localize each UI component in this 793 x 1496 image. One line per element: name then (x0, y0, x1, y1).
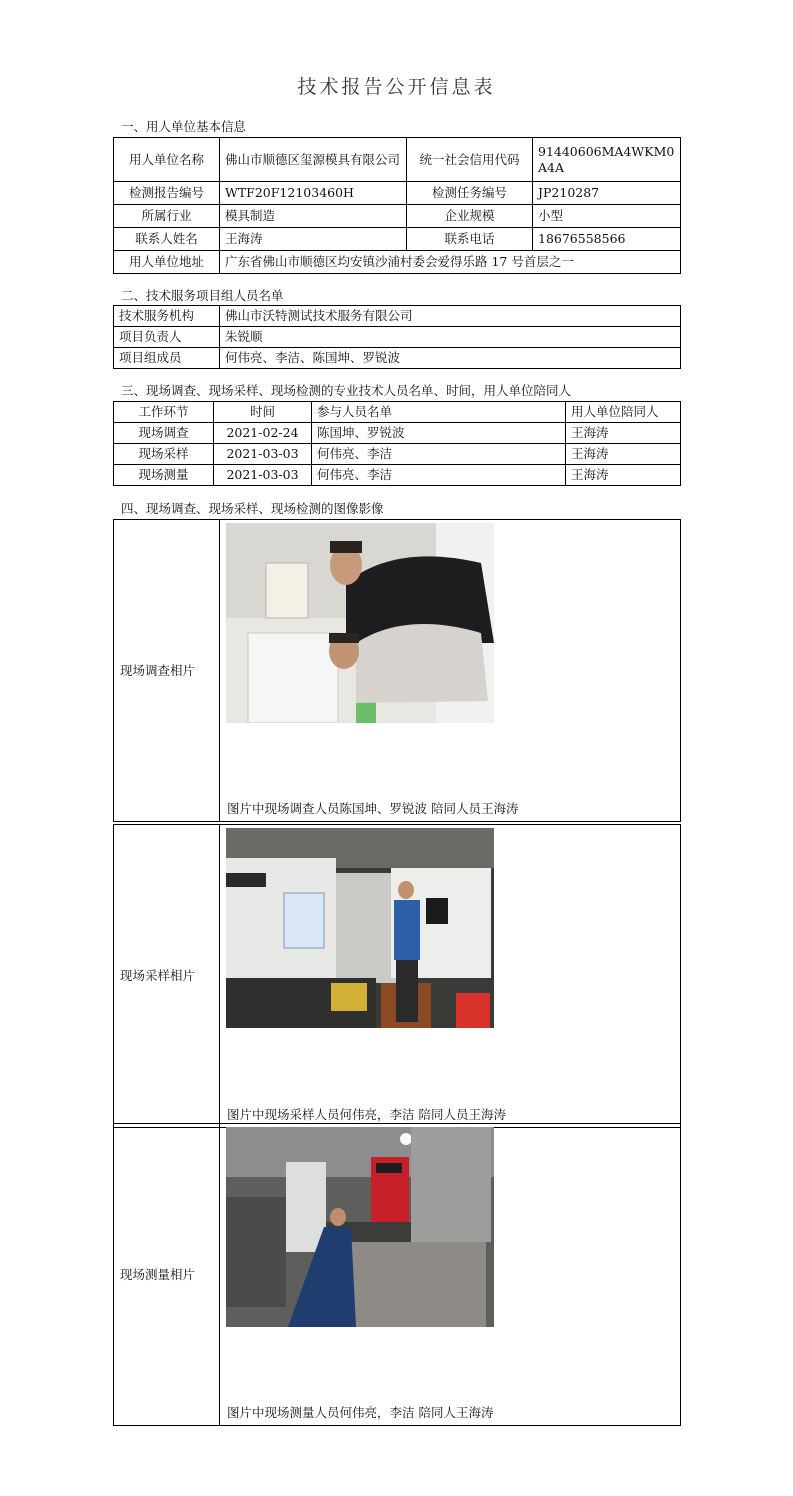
table-row (114, 1124, 681, 1426)
table-row (114, 251, 681, 274)
section2-heading: 二、技术服务项目组人员名单 (121, 288, 284, 303)
table-cell: 2021-03-03 (214, 465, 312, 486)
address-value: 广东省佛山市顺德区均安镇沙浦村委会爱得乐路 17 号首层之一 (220, 251, 681, 274)
field-label: 项目组成员 (114, 348, 220, 369)
photo-table-survey (113, 519, 681, 822)
photo-caption: 图片中现场测量人员何伟亮，李洁 陪同人王海涛 (227, 1405, 494, 1420)
photo-table-measurement (113, 1123, 681, 1426)
table-cell: 2021-03-03 (214, 444, 312, 465)
table-row (114, 423, 681, 444)
section4-heading: 四、现场调查、现场采样、现场检测的图像影像 (121, 501, 384, 516)
section3-heading: 三、现场调查、现场采样、现场检测的专业技术人员名单、时间，用人单位陪同人 (121, 383, 572, 398)
table-row (114, 228, 681, 251)
field-label: 统一社会信用代码 (407, 138, 533, 182)
field-value: 王海涛 (220, 228, 407, 251)
survey-photo (226, 523, 494, 723)
field-label: 所属行业 (114, 205, 220, 228)
field-value: 91440606MA4WKM0A4A (533, 138, 681, 182)
column-header: 时间 (214, 402, 312, 423)
field-label: 联系电话 (407, 228, 533, 251)
measurement-photo (226, 1127, 494, 1327)
field-value: 小型 (533, 205, 681, 228)
basic-info-table (113, 137, 681, 274)
photo-caption: 图片中现场调查人员陈国坤、罗锐波 陪同人员王海涛 (227, 801, 519, 816)
table-cell: 王海涛 (566, 465, 681, 486)
table-cell: 现场采样 (114, 444, 214, 465)
table-row (114, 444, 681, 465)
field-label: 技术服务机构 (114, 306, 220, 327)
column-header: 参与人员名单 (312, 402, 566, 423)
photo-label: 现场测量相片 (114, 1124, 220, 1426)
photo-caption: 图片中现场采样人员何伟亮，李洁 陪同人员王海涛 (227, 1107, 506, 1122)
field-label: 检测任务编号 (407, 182, 533, 205)
photo-label: 现场采样相片 (114, 825, 220, 1128)
table-cell: 王海涛 (566, 423, 681, 444)
table-row (114, 327, 681, 348)
field-value: 何伟亮、李洁、陈国坤、罗锐波 (220, 348, 681, 369)
table-row (114, 825, 681, 1128)
field-label: 联系人姓名 (114, 228, 220, 251)
table-header-row (114, 402, 681, 423)
table-cell: 何伟亮、李洁 (312, 444, 566, 465)
field-label: 企业规模 (407, 205, 533, 228)
field-label: 检测报告编号 (114, 182, 220, 205)
field-value: 18676558566 (533, 228, 681, 251)
table-row (114, 465, 681, 486)
field-value: 朱锐顺 (220, 327, 681, 348)
table-row (114, 348, 681, 369)
photo-label: 现场调查相片 (114, 520, 220, 822)
section1-heading: 一、用人单位基本信息 (121, 119, 247, 134)
page-title: 技术报告公开信息表 (297, 76, 496, 98)
column-header: 用人单位陪同人 (566, 402, 681, 423)
table-row (114, 520, 681, 822)
team-table (113, 305, 681, 369)
table-row (114, 205, 681, 228)
table-cell: 现场测量 (114, 465, 214, 486)
field-value: JP210287 (533, 182, 681, 205)
table-cell: 王海涛 (566, 444, 681, 465)
sampling-photo (226, 828, 494, 1028)
table-row (114, 138, 681, 182)
field-value: 佛山市顺德区玺源模具有限公司 (220, 138, 407, 182)
table-row (114, 306, 681, 327)
field-label: 用人单位名称 (114, 138, 220, 182)
table-cell: 何伟亮、李洁 (312, 465, 566, 486)
table-cell: 陈国坤、罗锐波 (312, 423, 566, 444)
field-label: 用人单位地址 (114, 251, 220, 274)
field-value: 佛山市沃特测试技术服务有限公司 (220, 306, 681, 327)
personnel-table (113, 401, 681, 486)
photo-table-sampling (113, 824, 681, 1128)
field-label: 项目负责人 (114, 327, 220, 348)
table-row (114, 182, 681, 205)
field-value: WTF20F12103460H (220, 182, 407, 205)
table-cell: 现场调查 (114, 423, 214, 444)
table-cell: 2021-02-24 (214, 423, 312, 444)
column-header: 工作环节 (114, 402, 214, 423)
field-value: 模具制造 (220, 205, 407, 228)
